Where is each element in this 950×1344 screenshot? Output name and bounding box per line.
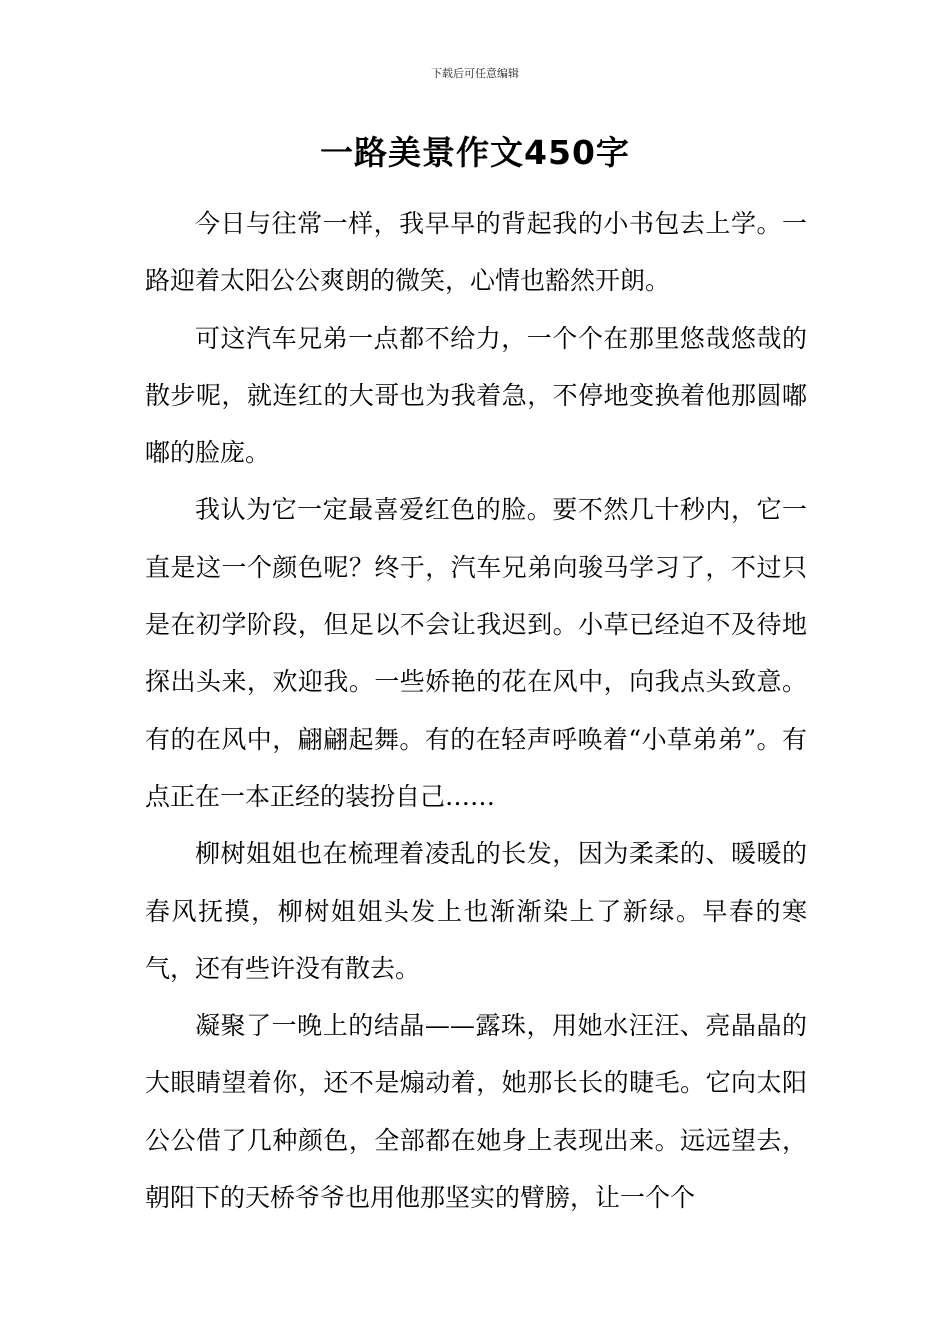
paragraph: 今日与往常一样，我早早的背起我的小书包去上学。一路迎着太阳公公爽朗的微笑，心情也豁然开朗。 xyxy=(145,209,807,296)
paragraph: 凝聚了一晚上的结晶——露珠，用她水汪汪、亮晶晶的大眼睛望着你，还不是煽动着，她那长长的睫毛。它向太阳公公借了几种颜色，全部都在她身上表现出来。远远望去，朝阳下的天桥爷爷也用他那坚实的臂膀，让一个个 xyxy=(145,1011,807,1213)
document-body xyxy=(145,195,807,1226)
paragraph: 柳树姐姐也在梳理着凌乱的长发，因为柔柔的、暖暖的春风抚摸，柳树姐姐头发上也渐渐染上了新绿。早春的寒气，还有些许没有散去。 xyxy=(145,839,807,983)
paragraph: 我认为它一定最喜爱红色的脸。要不然几十秒内，它一直是这一个颜色呢？终于，汽车兄弟向骏马学习了，不过只是在初学阶段，但足以不会让我迟到。小草已经迫不及待地探出头来，欢迎我。一些娇艳的花在风中，向我点头致意。有的在风中，翩翩起舞。有的在轻声呼唤着“小草弟弟”。有点正在一本正经的装扮自己…… xyxy=(145,495,807,811)
page-header-note: 下载后可任意编辑 xyxy=(431,67,519,80)
document-title: 一路美景作文450字 xyxy=(320,133,630,172)
paragraph: 可这汽车兄弟一点都不给力，一个个在那里悠哉悠哉的散步呢，就连红的大哥也为我着急，不停地变换着他那圆嘟嘟的脸庞。 xyxy=(145,323,807,468)
